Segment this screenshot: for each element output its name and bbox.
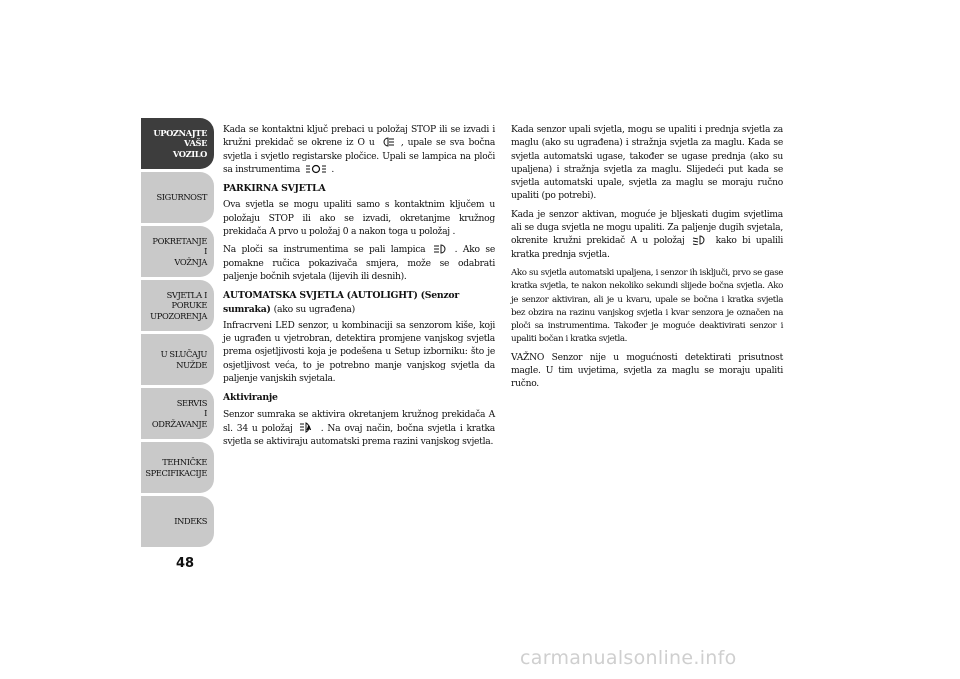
paragraph: VAŽNO Senzor nije u mogućnosti detektirati prisutnost magle. U tim uvjetima, svjetla za maglu se moraju upaliti ručno. xyxy=(511,352,783,390)
tab-label-line: SPECIFIKACIJE xyxy=(145,467,207,478)
parking-lights-icon xyxy=(433,244,447,254)
paragraph xyxy=(223,124,495,177)
paragraph xyxy=(511,209,783,262)
tab-label-line: SIGURNOST xyxy=(156,192,207,203)
tab-label-line: I xyxy=(204,246,207,257)
low-beam-icon xyxy=(692,235,708,245)
tab-label-line: I xyxy=(204,408,207,419)
text-run: Kada je senzor aktivan, moguće je bljeskati dugim svjetlima ali se duga svjetla ne mogu upaliti. Za paljenje dugih svjetala, okrenite kružni prekidač A u položaj xyxy=(511,209,783,247)
tab-label-line: VOZILO xyxy=(172,148,207,159)
tab-label-line: U SLUČAJU xyxy=(160,349,207,359)
tab-label-line: POKRETANJE xyxy=(152,235,207,246)
text-run: kako bi upalili kratka prednja svjetla. xyxy=(511,236,783,260)
text-run: . Ako se pomakne ručica pokazivača smjera, može se odabrati paljenje bočnih svjetala (lijevih ili desnih). xyxy=(223,245,496,282)
tab-servis-i-odrzavanje[interactable] xyxy=(141,388,214,439)
paragraph: Ako su svjetla automatski upaljena, i senzor ih isključi, prvo se gase kratka svjetla, te nakon nekoliko sekundi slijede bočna svjetla. Ako je senzor aktiviran, ali je u kvaru, upale se bočna i kratka svjetla bez obzira na razinu vanjskog svjetla i kvar senzora je označen na ploči sa instrumentima. Također je moguće deaktivirati senzor i upaliti bočan i kratka svjetla. xyxy=(511,267,783,345)
text-column-right xyxy=(511,124,783,397)
tab-svjetla-i-poruke-upozorenja[interactable] xyxy=(141,280,214,331)
tab-pokretanje-i-voznja[interactable] xyxy=(141,226,214,277)
tab-sigurnost[interactable] xyxy=(141,172,214,223)
tab-label-line: INDEKS xyxy=(174,516,207,527)
text-column-left xyxy=(223,124,495,455)
side-lights-indicator-icon xyxy=(305,164,327,174)
text-run: . Na ovaj način, bočna svjetla i kratka svjetla se aktiviraju automatski prema razini vanjskog svjetla. xyxy=(223,423,495,448)
watermark: carmanualsonline.info xyxy=(520,647,737,669)
paragraph: Ova svjetla se mogu upaliti samo s kontaktnim ključem u položaju STOP ili ako se izvadi, okretanjme kružnog prekidača A prvo u položaj 0 a nakon toga u položaj . xyxy=(223,200,495,238)
section-sidebar xyxy=(141,118,214,550)
heading-automatic-lights xyxy=(223,289,495,316)
tab-u-slucaju-nuzde[interactable] xyxy=(141,334,214,385)
text-run: Na ploči sa instrumentima se pali lampica xyxy=(223,245,426,256)
tab-label-line: SVJETLA I xyxy=(166,289,207,300)
text-run: Senzor sumraka se aktivira okretanjem kružnog prekidača A sl. 34 u položaj xyxy=(223,409,495,434)
paragraph xyxy=(223,244,495,284)
tab-label-line: NUŽDE xyxy=(176,359,207,370)
tab-label-line: SERVIS xyxy=(176,397,207,408)
text-run: , upale se sva bočna svjetla i svjetlo registarske pločice. Upali se lampica na ploči sa instrumentima xyxy=(223,138,496,175)
tab-label-line: VAŠE xyxy=(184,138,207,149)
heading-note: (ako su ugrađena) xyxy=(273,303,355,315)
text-run: . xyxy=(331,164,334,175)
text-run: Kada se kontaktni ključ prebaci u položaj STOP ili se izvadi i kružni prekidač se okrene iz O u xyxy=(223,125,495,149)
auto-lights-icon xyxy=(299,422,315,433)
tab-indeks[interactable] xyxy=(141,496,214,547)
page-number: 48 xyxy=(176,556,195,571)
tab-label-line: UPOZNAJTE xyxy=(153,127,207,138)
tab-label-line: UPOZORENJA xyxy=(150,310,207,321)
tab-label-line: VOŽNJA xyxy=(174,256,207,267)
heading-text: AUTOMATSKA SVJETLA (AUTOLIGHT) (Senzor sumraka) xyxy=(223,290,460,315)
paragraph: Infracrveni LED senzor, u kombinaciji sa senzorom kiše, koji je ugrađen u vjetrobran, detektira promjene vanjskog svjetla prema osjetljivosti koja je podešena u Setup izborniku: što je osjetljivost veća, to je potrebno manje vanjskog svjetla da paljenje vanjskih svjetala. xyxy=(223,320,495,385)
tab-label-line: ODRŽAVANJE xyxy=(151,418,207,429)
tab-upoznajte-vase-vozilo[interactable] xyxy=(141,118,214,169)
heading-parking-lights: PARKIRNA SVJETLA xyxy=(223,183,326,195)
tab-label-line: PORUKE xyxy=(171,300,207,311)
svg-text:A: A xyxy=(306,424,311,432)
paragraph: Kada senzor upali svjetla, mogu se upaliti i prednja svjetla za maglu (ako su ugrađena) i stražnja svjetla za maglu. Kada se svjetla automatski ugase, također se ugase prednja (ako su upaljena) i stražnja svjetla za maglu. Slijedeći put kada se svjetla automatski upale, svjetla za maglu se moraju ručno upaliti (po potrebi). xyxy=(511,125,783,202)
paragraph xyxy=(223,409,495,450)
tab-tehnicke-specifikacije[interactable] xyxy=(141,442,214,493)
heading-activation: Aktiviranje xyxy=(223,392,278,404)
tab-label-line: TEHNIČKE xyxy=(162,457,207,467)
side-lights-icon xyxy=(381,137,395,147)
